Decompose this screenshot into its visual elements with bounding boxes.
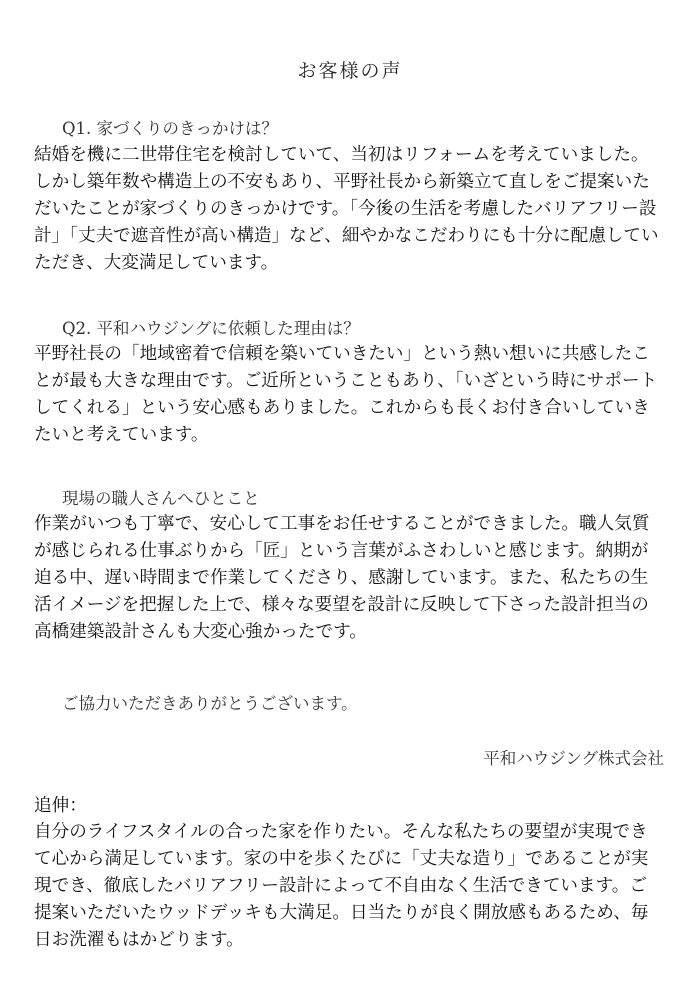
section-body-q2 (34, 341, 674, 449)
text-line: 結婚を機に二世帯住宅を検討していて、当初はリフォームを考えていました。 (34, 145, 649, 165)
text-line: してくれる」という安心感もありました。これからも長くお付き合いしていき (34, 398, 650, 418)
text-line: だいたことが家づくりのきっかけです。「今後の生活を考慮したバリアフリー設 (34, 199, 657, 219)
postscript-label: 追伸： (34, 796, 87, 816)
text-line: 迫る中、遅い時間まで作業してくださり、感謝しています。また、私たちの生 (34, 568, 649, 588)
section-body-craftsmen (34, 511, 674, 646)
text-line: 活イメージを把握した上で、様々な要望を設計に反映して下さった設計担当の (34, 595, 649, 615)
text-line: が感じられる仕事ぶりから「匠」という言葉がふさわしいと感じます。納期が (34, 541, 649, 561)
text-line: 提案いただいたウッドデッキも大満足。日当たりが良く開放感もあるため、毎 (34, 903, 649, 923)
section-heading-q2: Q2. 平和ハウジングに依頼した理由は？ (62, 319, 360, 338)
page-title: お客様の声 (297, 60, 403, 82)
thanks-text: ご協力いただきありがとうございます。 (62, 694, 358, 713)
section-heading-craftsmen: 現場の職人さんへひとこと (62, 489, 260, 508)
text-line: 日お洗濯もはかどります。 (34, 930, 244, 950)
text-line: たいと考えています。 (34, 425, 209, 445)
section-body-q1 (34, 142, 674, 277)
company-name: 平和ハウジング株式会社 (483, 749, 664, 768)
text-line: しかし築年数や構造上の不安もあり、平野社長から新築立て直しをご提案いた (34, 172, 650, 192)
text-line: て心から満足しています。家の中を歩くたびに「丈夫な造り」であることが実 (34, 849, 649, 869)
text-line: 計」「丈夫で遮音性が高い構造」など、細やかなこだわりにも十分に配慮してい (34, 226, 659, 246)
postscript-body (34, 819, 674, 954)
text-line: 高橋建築設計さんも大変心強かったです。 (34, 622, 367, 642)
text-line: 作業がいつも丁寧で、安心して工事をお任せすることができました。職人気質 (34, 514, 650, 534)
text-line: とが最も大きな理由です。ご近所ということもあり、「いざという時にサポート (34, 371, 658, 391)
text-line: 平野社長の「地域密着で信頼を築いていきたい」という熱い想いに共感したこ (34, 344, 650, 364)
section-heading-q1: Q1. 家づくりのきっかけは？ (62, 119, 279, 138)
text-line: 自分のライフスタイルの合った家を作りたい。そんな私たちの要望が実現でき (34, 822, 648, 842)
text-line: 現でき、徹底したバリアフリー設計によって不自由なく生活できています。ご (34, 876, 647, 896)
text-line: ただき、大変満足しています。 (34, 253, 279, 273)
